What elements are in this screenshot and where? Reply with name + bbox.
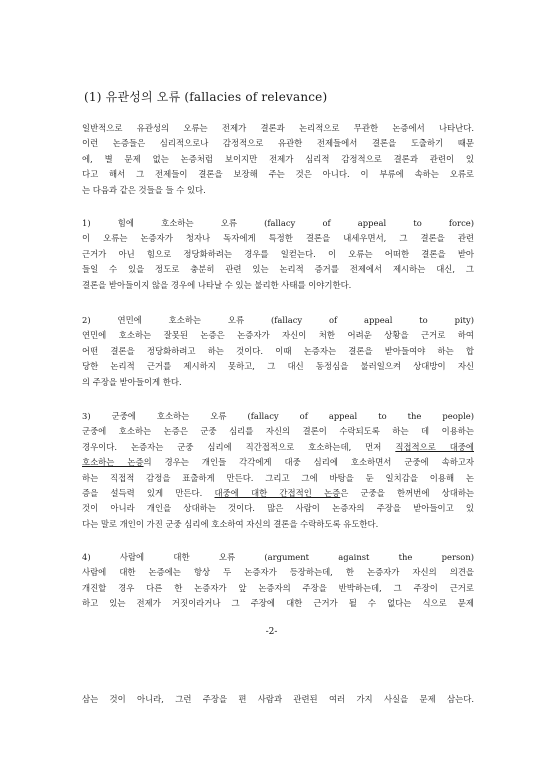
section-line: 당한 논리적 근거를 제시하지 못하고, 그 대신 동정심을 불러일으켜 상대방이 자신 <box>82 361 474 372</box>
section-line: 들일 수 있을 정도로 충분히 관련 있는 논리적 증거를 전제에서 제시하는 대신, 그 <box>82 264 474 275</box>
intro-line: 이런 논증들은 심리적으로나 감정적으로 유관한 전제들에서 결론을 도출하기 때문 <box>82 138 474 149</box>
section-person <box>82 550 474 612</box>
section-line: 연민에 호소하는 잘못된 논증은 논증자가 자신이 처한 어려운 상황을 근거로 하여 <box>82 330 474 341</box>
section-line: 근거가 아닌 힘으로 정당화하려는 경우를 일컫는다. 이 오류는 어떠한 결론을 받아 <box>82 248 474 259</box>
section-line: 하는 직접적 감정을 표출하게 만든다. 그리고 그에 바탕을 둔 일치감을 이용해 논 <box>82 472 474 483</box>
intro-line: 는 다음과 같은 것들을 들 수 있다. <box>82 184 206 195</box>
section-title: 1) 힘에 호소하는 오류 (fallacy of appeal to force) <box>82 218 474 228</box>
section-line-underlined: 증을 설득력 있게 만든다. 대중에 대한 간접적인 논증은 군중을 한꺼번에 상대하는 <box>82 488 474 499</box>
section-line: 사람에 대한 논증에는 항상 두 논증자가 등장하는데, 한 논증자가 자신의 의견을 <box>82 567 474 578</box>
section-line: 어떤 결론을 정당화하려고 하는 것이다. 이때 논증자는 결론을 받아들여야 하는 합 <box>82 345 474 356</box>
section-title: 3) 군중에 호소하는 오류 (fallacy of appeal to the people) <box>82 411 474 421</box>
intro-paragraph <box>82 121 474 198</box>
section-line: 이 오류는 논증자가 청자나 독자에게 특정한 결론을 내세우면서, 그 결론을 관련 <box>82 233 474 244</box>
intro-line: 에, 별 문제 없는 논증처럼 보이지만 전제가 심리적 감정적으로 결론과 관련이 있 <box>82 153 474 164</box>
section-line: 하고 있는 전제가 거짓이라거나 그 주장에 대한 근거가 될 수 없다는 식으로 문제 <box>82 598 474 609</box>
section-line: 결론을 받아들이지 않을 경우에 나타날 수 있는 불리한 사태를 이야기한다. <box>82 279 352 290</box>
section-line: 다는 말로 개인이 가진 군중 심리에 호소하여 자신의 결론을 수락하도록 유도한다. <box>82 518 379 529</box>
section-line: 개진할 경우 다른 한 논증자가 앞 논증자의 주장을 반박하는데, 그 주장이 근거로 <box>82 582 474 593</box>
section-line: 것이 아니라 개인을 상대하는 것이다. 많은 사람이 논증자의 주장을 받아들이고 있 <box>82 503 474 514</box>
section-line: 군중에 호소하는 논증은 군중 심리를 자신의 결론이 수락되도록 하는 데 이용하는 <box>82 426 474 437</box>
intro-line: 일반적으로 유관성의 오류는 전제가 결론과 논리적으로 무관한 논증에서 나타난다. <box>82 123 474 133</box>
section-line-underlined: 경우이다. 논증자는 군중 심리에 직간접적으로 호소하는데, 먼저 직접적으로 대중에 <box>82 441 474 452</box>
section-pity <box>82 313 474 390</box>
section-line: 의 주장을 받아들이게 한다. <box>82 376 182 387</box>
section-people <box>82 409 474 532</box>
page-number: -2- <box>265 627 278 637</box>
section-line-underlined: 호소하는 논증의 경우는 개인들 각각에게 대중 심리에 호소하면서 군중에 속하고자 <box>82 457 474 468</box>
section-force <box>82 216 474 293</box>
section-title: 4) 사람에 대한 오류 (argument against the person) <box>82 552 474 562</box>
section-heading: (1) 유관성의 오류 (fallacies of relevance) <box>84 90 328 104</box>
continued-text-line: 삼는 것이 아니라, 그런 주장을 편 사람과 관련된 여러 가지 사실을 문제 삼는다. <box>82 694 474 704</box>
section-title: 2) 연민에 호소하는 오류 (fallacy of appeal to pity) <box>82 315 474 325</box>
intro-line: 다고 해서 그 전제들이 결론을 보장해 주는 것은 아니다. 이 부류에 속하는 오류로 <box>82 169 474 180</box>
